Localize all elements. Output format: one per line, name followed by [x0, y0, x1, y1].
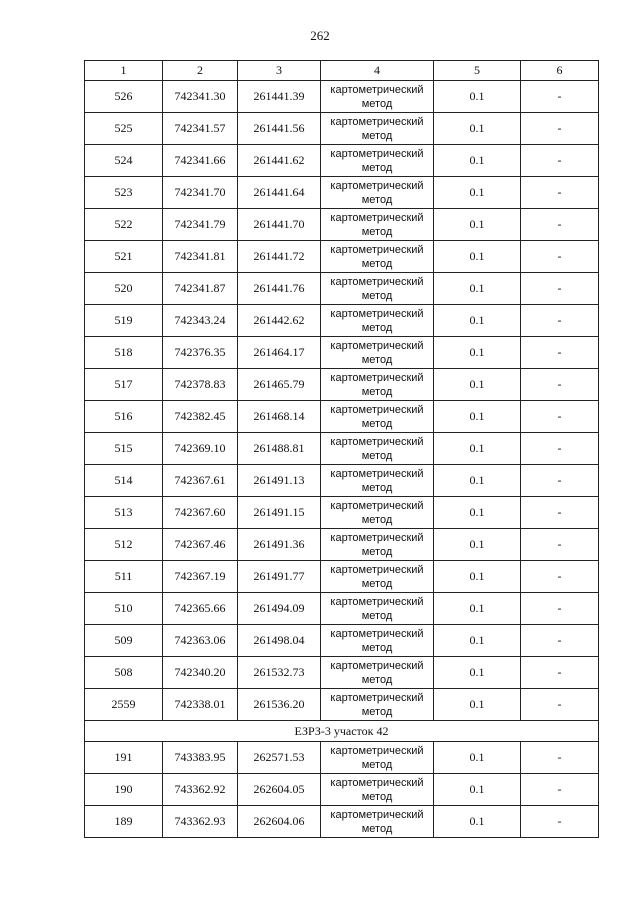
point-number-cell: 190: [85, 774, 163, 806]
method-line-1: картометрический: [330, 243, 424, 256]
table-row: [85, 561, 599, 593]
y-coordinate-cell: 261441.76: [238, 273, 321, 305]
x-coordinate-cell: 742341.66: [163, 145, 238, 177]
method-line-1: картометрический: [330, 115, 424, 128]
note-cell: -: [521, 209, 599, 241]
method-line-2: метод: [361, 353, 393, 366]
method-line-1: картометрический: [330, 744, 424, 757]
y-coordinate-cell: 261491.77: [238, 561, 321, 593]
method-line-1: картометрический: [330, 339, 424, 352]
x-coordinate-cell: 742338.01: [163, 689, 238, 721]
y-coordinate-cell: 261464.17: [238, 337, 321, 369]
table-row: [85, 774, 599, 806]
method-line-1: картометрический: [330, 83, 424, 96]
accuracy-cell: 0.1: [434, 81, 521, 113]
method-line-2: метод: [361, 577, 393, 590]
table-row: [85, 497, 599, 529]
note-cell: -: [521, 369, 599, 401]
y-coordinate-cell: 261441.56: [238, 113, 321, 145]
x-coordinate-cell: 742367.60: [163, 497, 238, 529]
note-cell: -: [521, 689, 599, 721]
column-header-2: 2: [163, 61, 238, 81]
method-line-1: картометрический: [330, 275, 424, 288]
accuracy-cell: 0.1: [434, 806, 521, 838]
point-number-cell: 519: [85, 305, 163, 337]
method-cell: [321, 593, 434, 625]
accuracy-cell: 0.1: [434, 433, 521, 465]
y-coordinate-cell: 261488.81: [238, 433, 321, 465]
table-row: [85, 433, 599, 465]
x-coordinate-cell: 742340.20: [163, 657, 238, 689]
method-line-1: картометрический: [330, 467, 424, 480]
y-coordinate-cell: 261491.36: [238, 529, 321, 561]
table-row: [85, 241, 599, 273]
table-row: [85, 529, 599, 561]
point-number-cell: 523: [85, 177, 163, 209]
method-line-2: метод: [361, 790, 393, 803]
method-cell: [321, 209, 434, 241]
note-cell: -: [521, 145, 599, 177]
point-number-cell: 522: [85, 209, 163, 241]
point-number-cell: 509: [85, 625, 163, 657]
note-cell: -: [521, 81, 599, 113]
y-coordinate-cell: 261441.62: [238, 145, 321, 177]
accuracy-cell: 0.1: [434, 774, 521, 806]
method-cell: [321, 433, 434, 465]
point-number-cell: 520: [85, 273, 163, 305]
x-coordinate-cell: 742343.24: [163, 305, 238, 337]
accuracy-cell: 0.1: [434, 625, 521, 657]
method-line-2: метод: [361, 822, 393, 835]
method-line-2: метод: [361, 289, 393, 302]
x-coordinate-cell: 742341.79: [163, 209, 238, 241]
method-cell: [321, 113, 434, 145]
table-row: [85, 625, 599, 657]
accuracy-cell: 0.1: [434, 177, 521, 209]
method-line-1: картометрический: [330, 627, 424, 640]
y-coordinate-cell: 262604.05: [238, 774, 321, 806]
table-header-row: [85, 61, 599, 81]
note-cell: -: [521, 305, 599, 337]
table-row: [85, 689, 599, 721]
method-cell: [321, 273, 434, 305]
note-cell: -: [521, 465, 599, 497]
point-number-cell: 514: [85, 465, 163, 497]
note-cell: -: [521, 742, 599, 774]
method-line-2: метод: [361, 481, 393, 494]
method-line-1: картометрический: [330, 776, 424, 789]
method-cell: [321, 657, 434, 689]
note-cell: -: [521, 774, 599, 806]
x-coordinate-cell: 742341.57: [163, 113, 238, 145]
note-cell: -: [521, 433, 599, 465]
method-cell: [321, 806, 434, 838]
point-number-cell: 511: [85, 561, 163, 593]
y-coordinate-cell: 261442.62: [238, 305, 321, 337]
table-row: [85, 465, 599, 497]
accuracy-cell: 0.1: [434, 561, 521, 593]
x-coordinate-cell: 742367.19: [163, 561, 238, 593]
section-row: [85, 721, 599, 742]
table-row: [85, 369, 599, 401]
method-line-1: картометрический: [330, 403, 424, 416]
y-coordinate-cell: 261498.04: [238, 625, 321, 657]
x-coordinate-cell: 742363.06: [163, 625, 238, 657]
method-line-2: метод: [361, 97, 393, 110]
x-coordinate-cell: 742378.83: [163, 369, 238, 401]
method-cell: [321, 561, 434, 593]
accuracy-cell: 0.1: [434, 465, 521, 497]
accuracy-cell: 0.1: [434, 305, 521, 337]
note-cell: -: [521, 241, 599, 273]
method-line-1: картометрический: [330, 595, 424, 608]
table-row: [85, 742, 599, 774]
x-coordinate-cell: 742367.61: [163, 465, 238, 497]
y-coordinate-cell: 262604.06: [238, 806, 321, 838]
accuracy-cell: 0.1: [434, 273, 521, 305]
note-cell: -: [521, 657, 599, 689]
method-line-1: картометрический: [330, 371, 424, 384]
point-number-cell: 513: [85, 497, 163, 529]
point-number-cell: 516: [85, 401, 163, 433]
accuracy-cell: 0.1: [434, 529, 521, 561]
method-cell: [321, 742, 434, 774]
section-title: ЕЗРЗ-3 участок 42: [85, 721, 599, 742]
y-coordinate-cell: 261532.73: [238, 657, 321, 689]
point-number-cell: 517: [85, 369, 163, 401]
point-number-cell: 189: [85, 806, 163, 838]
point-number-cell: 508: [85, 657, 163, 689]
x-coordinate-cell: 743362.92: [163, 774, 238, 806]
method-line-2: метод: [361, 449, 393, 462]
accuracy-cell: 0.1: [434, 657, 521, 689]
table-row: [85, 657, 599, 689]
method-line-2: метод: [361, 609, 393, 622]
x-coordinate-cell: 742365.66: [163, 593, 238, 625]
method-cell: [321, 625, 434, 657]
note-cell: -: [521, 113, 599, 145]
y-coordinate-cell: 261441.72: [238, 241, 321, 273]
y-coordinate-cell: 261491.13: [238, 465, 321, 497]
table-row: [85, 273, 599, 305]
point-number-cell: 512: [85, 529, 163, 561]
coordinates-table: [84, 60, 599, 838]
method-cell: [321, 241, 434, 273]
table-row: [85, 209, 599, 241]
method-line-2: метод: [361, 417, 393, 430]
point-number-cell: 191: [85, 742, 163, 774]
method-line-2: метод: [361, 225, 393, 238]
y-coordinate-cell: 262571.53: [238, 742, 321, 774]
x-coordinate-cell: 742341.87: [163, 273, 238, 305]
x-coordinate-cell: 742376.35: [163, 337, 238, 369]
accuracy-cell: 0.1: [434, 742, 521, 774]
table-row: [85, 337, 599, 369]
method-line-2: метод: [361, 673, 393, 686]
point-number-cell: 2559: [85, 689, 163, 721]
y-coordinate-cell: 261536.20: [238, 689, 321, 721]
note-cell: -: [521, 806, 599, 838]
y-coordinate-cell: 261494.09: [238, 593, 321, 625]
method-line-1: картометрический: [330, 435, 424, 448]
method-cell: [321, 497, 434, 529]
method-line-2: метод: [361, 641, 393, 654]
x-coordinate-cell: 742367.46: [163, 529, 238, 561]
point-number-cell: 525: [85, 113, 163, 145]
method-line-1: картометрический: [330, 691, 424, 704]
table-row: [85, 401, 599, 433]
table-row: [85, 113, 599, 145]
accuracy-cell: 0.1: [434, 593, 521, 625]
x-coordinate-cell: 743383.95: [163, 742, 238, 774]
accuracy-cell: 0.1: [434, 113, 521, 145]
note-cell: -: [521, 529, 599, 561]
point-number-cell: 515: [85, 433, 163, 465]
y-coordinate-cell: 261441.39: [238, 81, 321, 113]
column-header-4: 4: [321, 61, 434, 81]
note-cell: -: [521, 625, 599, 657]
method-line-1: картометрический: [330, 808, 424, 821]
method-line-1: картометрический: [330, 307, 424, 320]
method-line-2: метод: [361, 513, 393, 526]
accuracy-cell: 0.1: [434, 241, 521, 273]
accuracy-cell: 0.1: [434, 145, 521, 177]
method-line-2: метод: [361, 705, 393, 718]
method-line-1: картометрический: [330, 659, 424, 672]
method-line-1: картометрический: [330, 179, 424, 192]
method-line-2: метод: [361, 193, 393, 206]
y-coordinate-cell: 261441.64: [238, 177, 321, 209]
x-coordinate-cell: 742341.30: [163, 81, 238, 113]
accuracy-cell: 0.1: [434, 497, 521, 529]
method-cell: [321, 305, 434, 337]
column-header-1: 1: [85, 61, 163, 81]
table-row: [85, 81, 599, 113]
note-cell: -: [521, 337, 599, 369]
method-cell: [321, 177, 434, 209]
method-line-2: метод: [361, 129, 393, 142]
accuracy-cell: 0.1: [434, 369, 521, 401]
point-number-cell: 518: [85, 337, 163, 369]
table-row: [85, 177, 599, 209]
y-coordinate-cell: 261465.79: [238, 369, 321, 401]
method-line-1: картометрический: [330, 531, 424, 544]
method-line-1: картометрический: [330, 147, 424, 160]
method-line-2: метод: [361, 161, 393, 174]
accuracy-cell: 0.1: [434, 401, 521, 433]
method-cell: [321, 369, 434, 401]
method-line-1: картометрический: [330, 499, 424, 512]
table-row: [85, 305, 599, 337]
method-cell: [321, 81, 434, 113]
x-coordinate-cell: 742341.81: [163, 241, 238, 273]
y-coordinate-cell: 261468.14: [238, 401, 321, 433]
point-number-cell: 521: [85, 241, 163, 273]
note-cell: -: [521, 177, 599, 209]
method-line-2: метод: [361, 321, 393, 334]
method-cell: [321, 401, 434, 433]
point-number-cell: 524: [85, 145, 163, 177]
column-header-3: 3: [238, 61, 321, 81]
x-coordinate-cell: 742369.10: [163, 433, 238, 465]
method-line-2: метод: [361, 758, 393, 771]
x-coordinate-cell: 742382.45: [163, 401, 238, 433]
method-cell: [321, 145, 434, 177]
table-row: [85, 145, 599, 177]
table-row: [85, 806, 599, 838]
method-line-2: метод: [361, 385, 393, 398]
method-line-2: метод: [361, 257, 393, 270]
note-cell: -: [521, 401, 599, 433]
note-cell: -: [521, 497, 599, 529]
accuracy-cell: 0.1: [434, 337, 521, 369]
table-row: [85, 593, 599, 625]
note-cell: -: [521, 273, 599, 305]
y-coordinate-cell: 261491.15: [238, 497, 321, 529]
accuracy-cell: 0.1: [434, 689, 521, 721]
method-cell: [321, 465, 434, 497]
x-coordinate-cell: 743362.93: [163, 806, 238, 838]
method-line-2: метод: [361, 545, 393, 558]
method-cell: [321, 774, 434, 806]
point-number-cell: 526: [85, 81, 163, 113]
point-number-cell: 510: [85, 593, 163, 625]
method-line-1: картометрический: [330, 563, 424, 576]
method-line-1: картометрический: [330, 211, 424, 224]
note-cell: -: [521, 593, 599, 625]
column-header-6: 6: [521, 61, 599, 81]
accuracy-cell: 0.1: [434, 209, 521, 241]
page-number: 262: [310, 28, 330, 43]
y-coordinate-cell: 261441.70: [238, 209, 321, 241]
column-header-5: 5: [434, 61, 521, 81]
x-coordinate-cell: 742341.70: [163, 177, 238, 209]
method-cell: [321, 529, 434, 561]
note-cell: -: [521, 561, 599, 593]
method-cell: [321, 337, 434, 369]
method-cell: [321, 689, 434, 721]
